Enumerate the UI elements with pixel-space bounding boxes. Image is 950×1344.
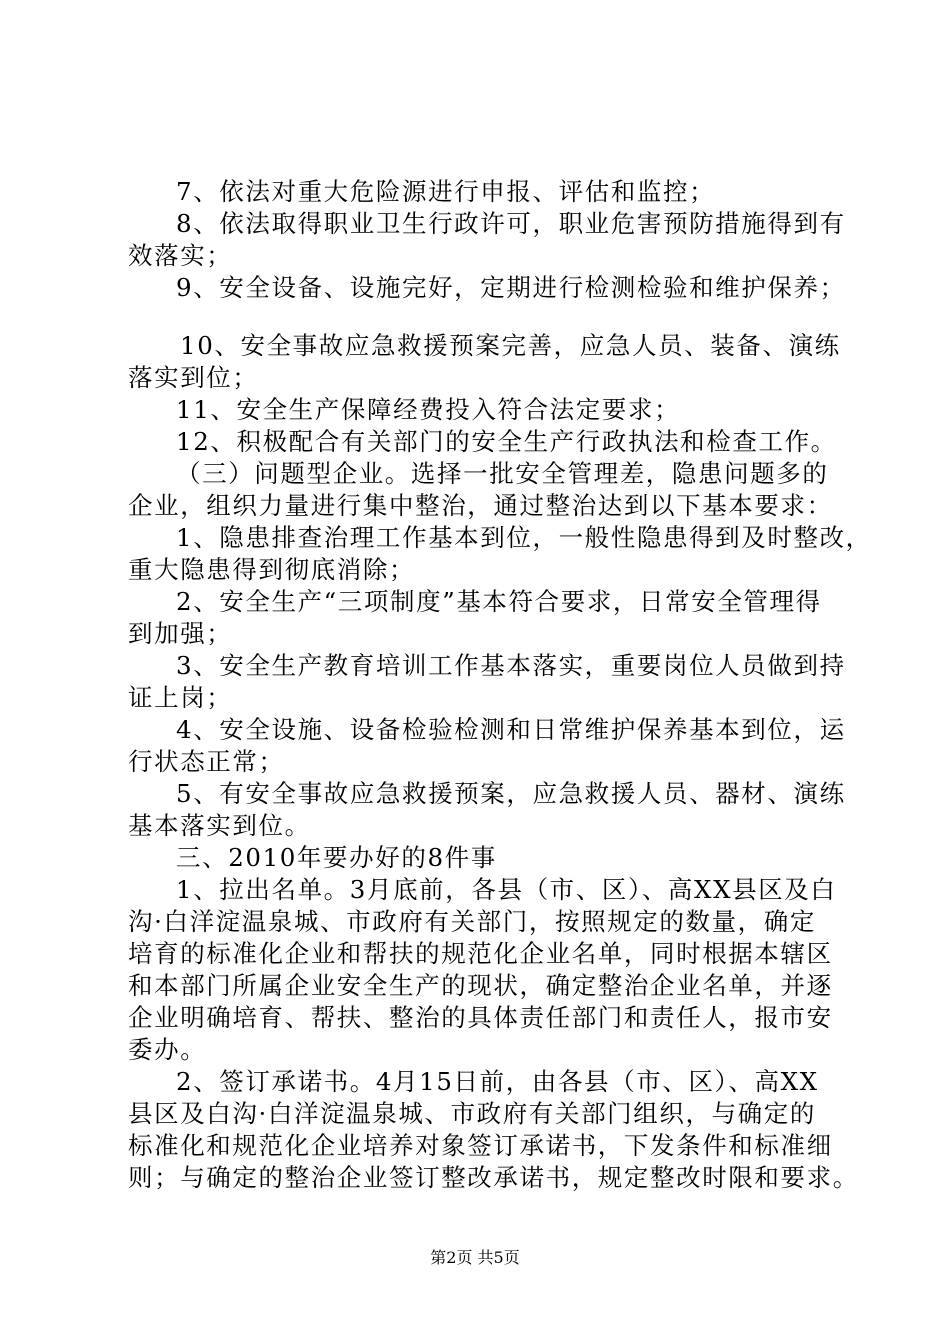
page-number-footer: 第2页 共5页	[430, 1248, 520, 1267]
section-heading: 三、2010年要办好的8件事	[176, 843, 497, 872]
text-line: 行状态正常；	[128, 747, 285, 776]
text-line: 8、依法取得职业卫生行政许可，职业危害预防措施得到有	[176, 209, 846, 238]
text-line: 9、安全设备、设施完好，定期进行检测检验和维护保养；	[176, 273, 846, 302]
text-line: 则；与确定的整治企业签订整改承诺书，规定整改时限和要求。	[128, 1163, 859, 1192]
text-line: 10、安全事故应急救援预案完善，应急人员、装备、演练	[180, 331, 841, 360]
text-line: 效落实；	[128, 241, 233, 270]
text-line: 委办。	[128, 1035, 207, 1064]
text-line: 县区及白沟·白洋淀温泉城、市政府有关部门组织，与确定的	[128, 1099, 816, 1128]
text-line: 5、有安全事故应急救援预案，应急救援人员、器材、演练	[176, 779, 846, 808]
text-line: 沟·白洋淀温泉城、市政府有关部门，按照规定的数量，确定	[128, 907, 816, 936]
text-line: 企业明确培育、帮扶、整治的具体责任部门和责任人，报市安	[128, 1003, 833, 1032]
text-line: 1、拉出名单。3月底前，各县（市、区）、高XX县区及白	[176, 875, 837, 904]
text-line: 2、签订承诺书。4月15日前，由各县（市、区）、高XX	[176, 1067, 819, 1096]
text-line: 4、安全设施、设备检验检测和日常维护保养基本到位，运	[176, 715, 846, 744]
text-line: 2、安全生产“三项制度”基本符合要求，日常安全管理得	[176, 587, 822, 616]
text-line: 和本部门所属企业安全生产的现状，确定整治企业名单，并逐	[128, 971, 833, 1000]
text-line: 3、安全生产教育培训工作基本落实，重要岗位人员做到持	[176, 651, 846, 680]
text-line: 到加强；	[128, 619, 233, 648]
text-line: 12、积极配合有关部门的安全生产行政执法和检查工作。	[176, 427, 837, 456]
text-line: 11、安全生产保障经费投入符合法定要求；	[176, 395, 681, 424]
text-line: 7、依法对重大危险源进行申报、评估和监控；	[176, 177, 716, 206]
text-line: 落实到位；	[128, 363, 259, 392]
text-line: 标准化和规范化企业培养对象签订承诺书，下发条件和标准细	[128, 1131, 833, 1160]
text-line: 培育的标准化企业和帮扶的规范化企业名单，同时根据本辖区	[128, 939, 833, 968]
text-line: 证上岗；	[128, 683, 233, 712]
text-line: 1、隐患排查治理工作基本到位，一般性隐患得到及时整改，	[176, 523, 872, 552]
text-line: （三）问题型企业。选择一批安全管理差，隐患问题多的	[176, 459, 829, 488]
text-line: 重大隐患得到彻底消除；	[128, 555, 416, 584]
text-line: 基本落实到位。	[128, 811, 311, 840]
text-line: 企业，组织力量进行集中整治，通过整治达到以下基本要求：	[128, 491, 833, 520]
